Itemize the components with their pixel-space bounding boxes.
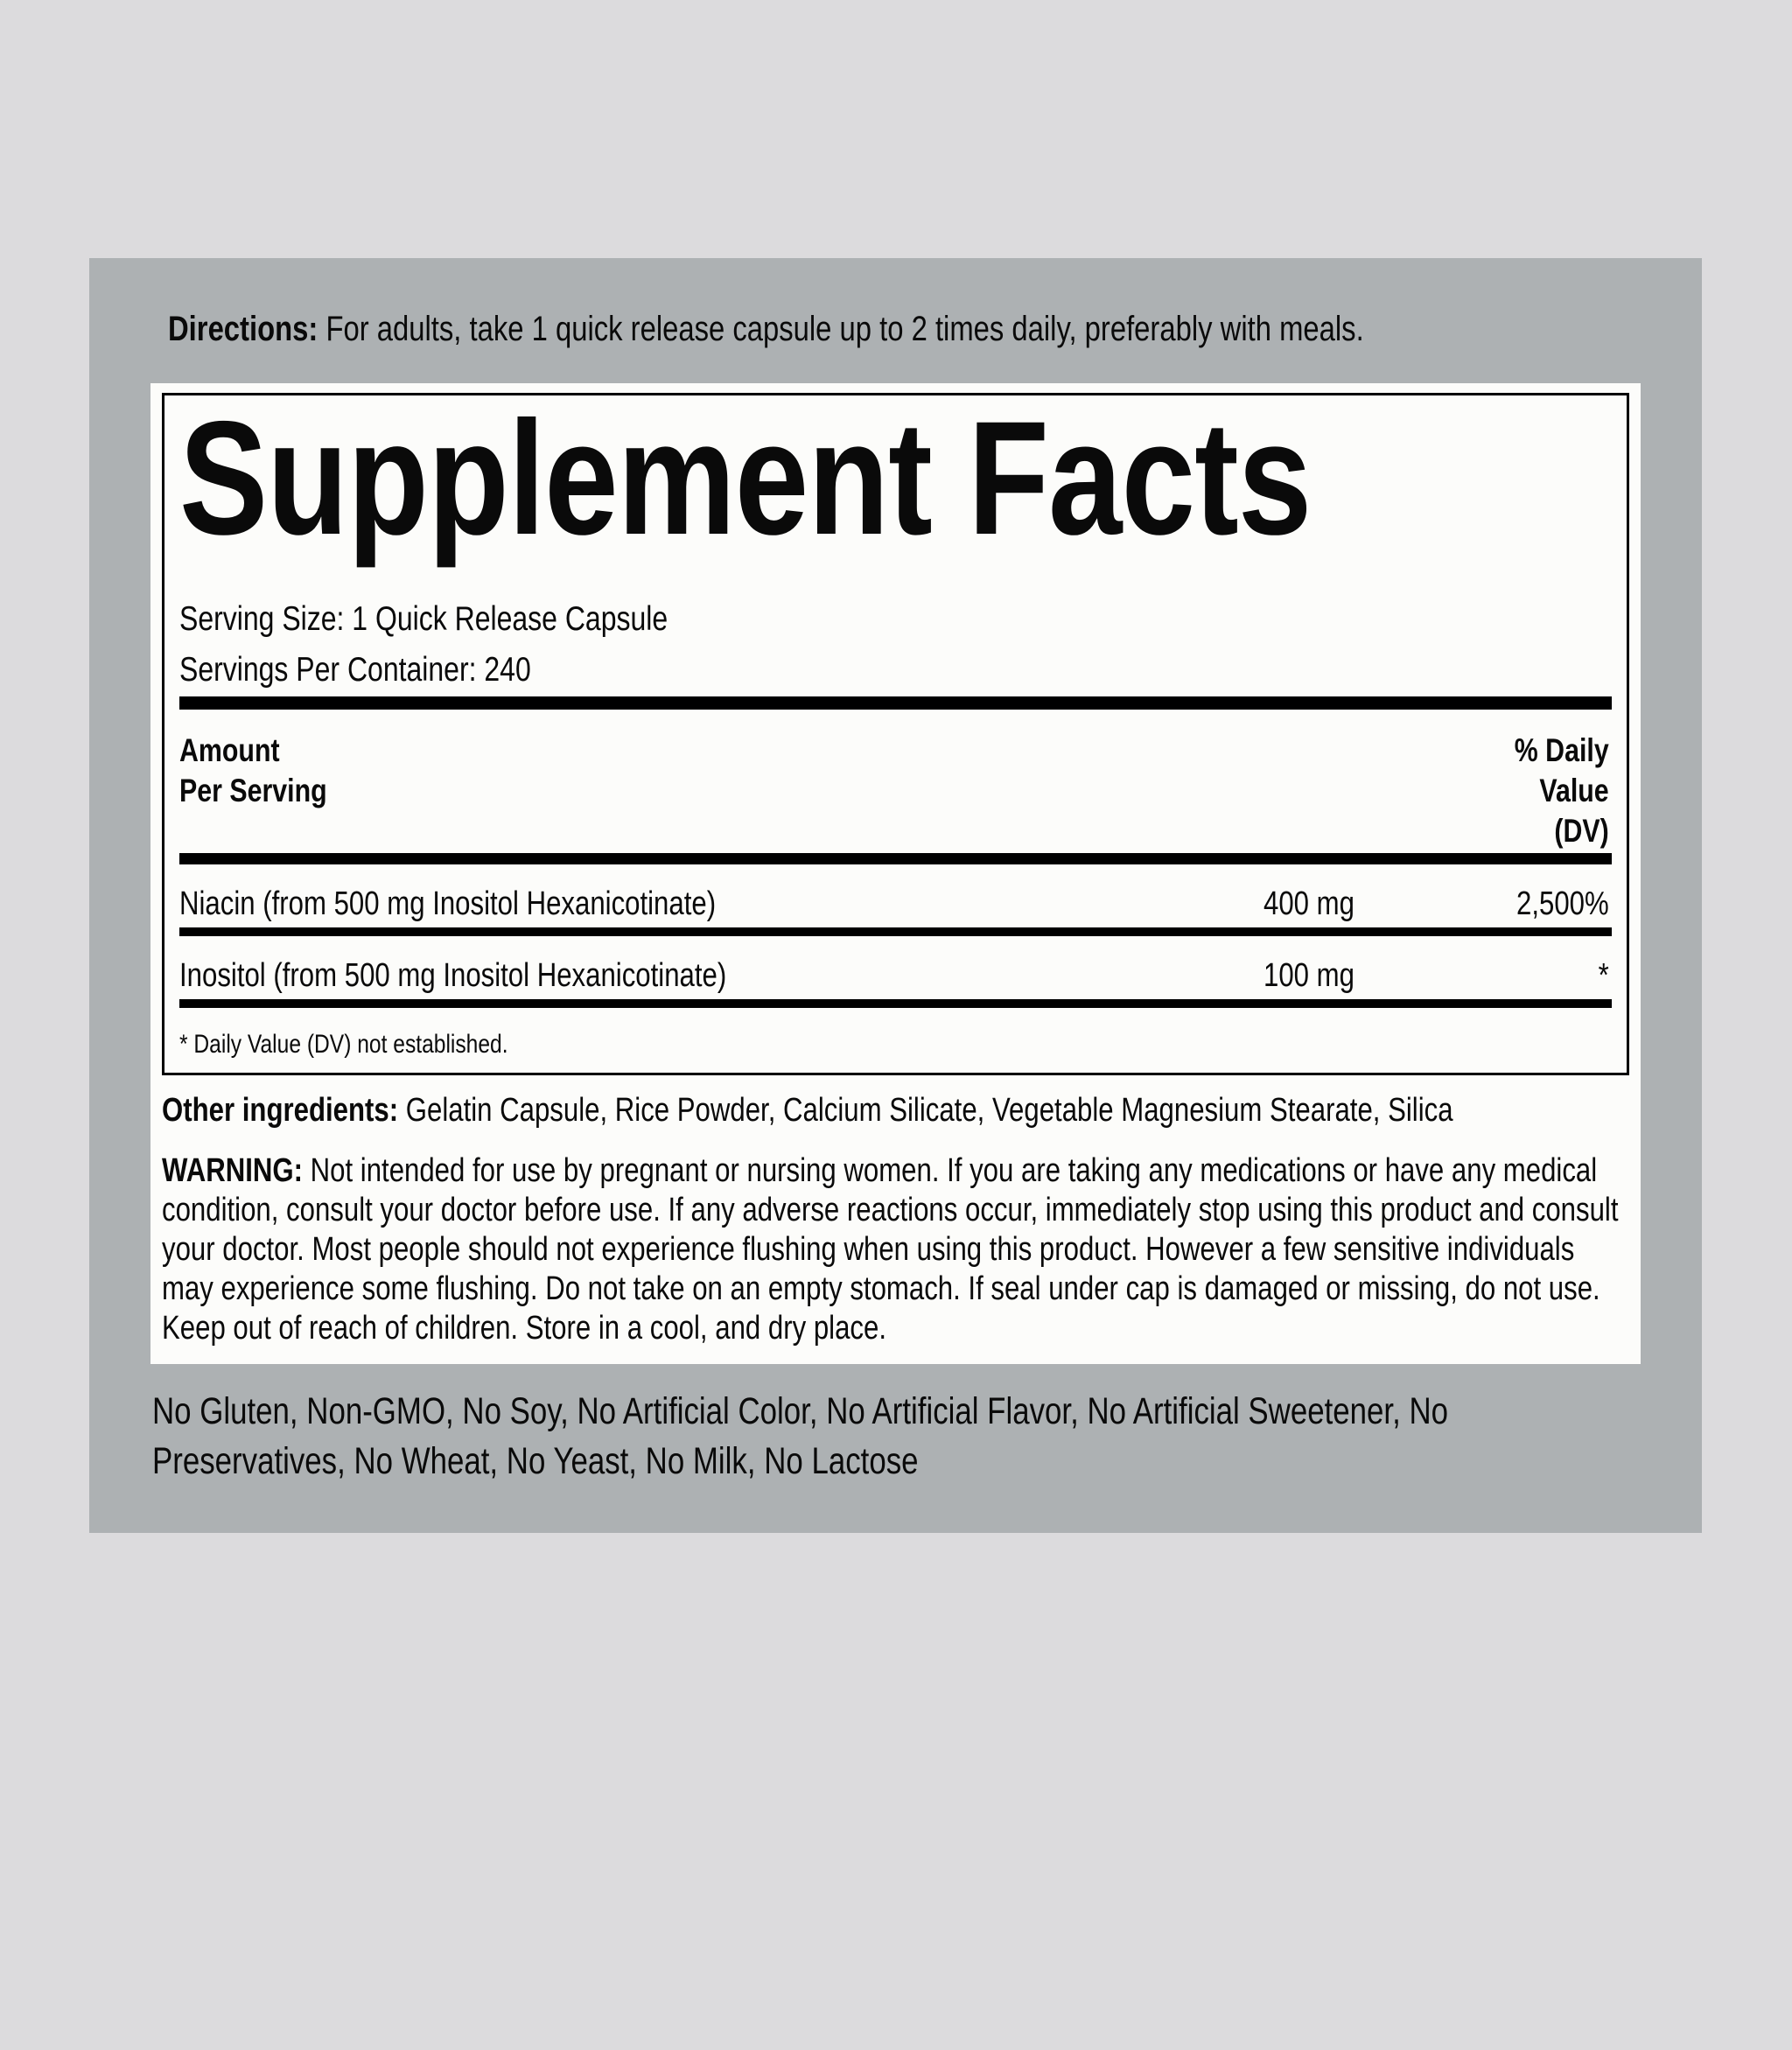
directions-text: For adults, take 1 quick release capsule up to 2 times daily, preferably with meals. [326, 310, 1364, 348]
nutrient-amount: 100 mg [1264, 957, 1354, 994]
supplement-facts-box [162, 388, 1629, 1075]
other-ingredients-text: Gelatin Capsule, Rice Powder, Calcium Silicate, Vegetable Magnesium Stearate, Silica [405, 1092, 1453, 1129]
warning-label: WARNING: [162, 1152, 303, 1189]
warning-text: Not intended for use by pregnant or nursing women. If you are taking any medications or have any medical condition, consult your doctor before use. If any adverse reactions occur, immediately stop using this product and consult your doctor. Most people should not experience flushing when using this product. However a few sensitive individuals may experience some flushing. Do not take on an empty stomach. If seal under cap is damaged or missing, do not use. Keep out of reach of children. Store in a cool, and dry place. [162, 1152, 1619, 1347]
nutrient-amount: 400 mg [1264, 885, 1354, 922]
row-divider [179, 999, 1612, 1008]
directions-line [168, 258, 1658, 350]
other-ingredients-label: Other ingredients: [162, 1092, 399, 1129]
directions-label: Directions: [168, 310, 318, 348]
thick-separator [179, 696, 1612, 710]
serving-size: Serving Size: 1 Quick Release Capsule [179, 600, 668, 638]
supplement-facts-panel [150, 383, 1641, 1364]
daily-value-header: % Daily Value (DV) [1514, 732, 1609, 849]
amount-per-serving-header: Amount Per Serving [179, 732, 327, 808]
label-page [0, 258, 1792, 2050]
nutrient-row-inositol [179, 936, 1612, 999]
claims-text: No Gluten, Non-GMO, No Soy, No Artificial Color, No Artificial Flavor, No Artificial Sweetener, No Preservatives, No Wheat, No Yeast, No Milk, No Lactose [152, 1391, 1449, 1482]
dv-footnote: * Daily Value (DV) not established. [179, 1030, 508, 1059]
nutrient-daily-value: 2,500% [1516, 885, 1609, 922]
servings-per-container: Servings Per Container: 240 [179, 651, 531, 689]
header-separator [179, 853, 1612, 864]
nutrient-name: Inositol (from 500 mg Inositol Hexanicotinate) [179, 957, 727, 994]
table-header-row [179, 731, 1612, 851]
other-ingredients [162, 1091, 1629, 1130]
nutrient-daily-value: * [1598, 957, 1609, 994]
row-divider [179, 927, 1612, 936]
label-band [89, 258, 1702, 1533]
nutrient-name: Niacin (from 500 mg Inositol Hexanicotinate) [179, 885, 717, 922]
nutrient-row-niacin [179, 864, 1612, 927]
facts-title: Supplement Facts [179, 388, 1312, 569]
warning-paragraph [162, 1151, 1629, 1348]
